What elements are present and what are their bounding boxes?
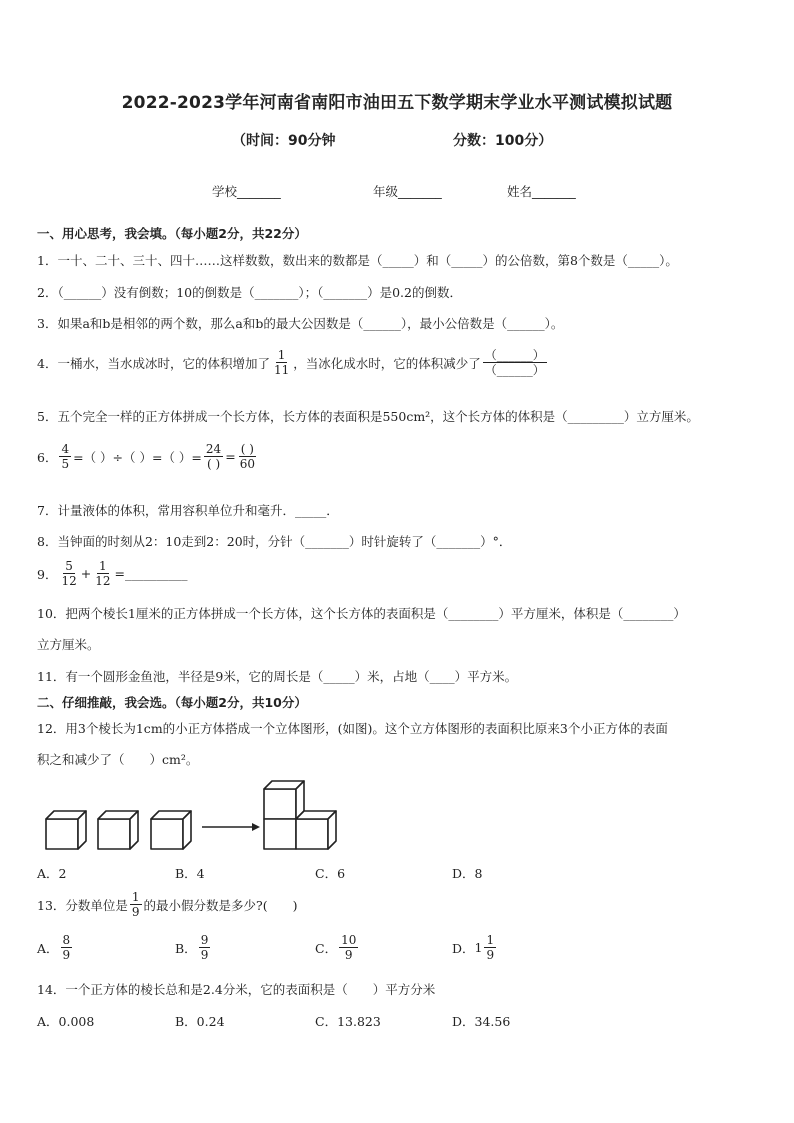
q13-c-num: 10 (341, 933, 357, 947)
q13-b-label: B． (175, 940, 197, 956)
q13-text-a: 13．分数单位是 (37, 897, 128, 913)
q9-f1-den: 12 (61, 574, 77, 588)
q13-den: 9 (131, 905, 140, 919)
cubes-diagram (40, 775, 350, 855)
q9-plus: + (80, 566, 92, 581)
question-12-line-1: 12．用3个棱长为1cm的小正方体搭成一个立体图形，(如图)。这个立方体图形的表面积比原来3个小正方体的表面 (37, 721, 668, 736)
q13-option-c[interactable] (315, 933, 360, 962)
q9-answer: =__________ (114, 566, 188, 581)
q13-b-den: 9 (200, 948, 209, 962)
question-14: 14．一个正方体的棱长总和是2.4分米，它的表面积是（ ）平方分米 (37, 982, 436, 997)
q9-label: 9． (37, 566, 58, 582)
q13-d-num: 1 (486, 933, 495, 947)
section-2-heading: 二、仔细推敲，我会选。（每小题2分，共10分） (37, 695, 307, 710)
exam-title: 2022-2023学年河南省南阳市油田五下数学期末学业水平测试模拟试题 (121, 93, 673, 113)
q14-option-b[interactable]: B．0.24 (175, 1014, 225, 1029)
q13-d-label: D． (452, 940, 475, 956)
q12-option-d[interactable]: D．8 (452, 866, 483, 881)
q13-b-num: 9 (200, 933, 209, 947)
q14-option-d[interactable]: D．34.56 (452, 1014, 511, 1029)
q14-option-a[interactable]: A．0.008 (37, 1014, 95, 1029)
question-13 (37, 890, 298, 919)
name-field: 姓名_______ (507, 184, 576, 199)
question-1: 1．一十、二十、三十、四十……这样数数，数出来的数都是（_____）和（_____）的公倍数，第8个数是（_____）。 (37, 253, 678, 268)
exam-score: 分数：100分） (453, 133, 553, 149)
question-11: 11．有一个圆形金鱼池，半径是9米，它的周长是（_____）米，占地（____）平方米。 (37, 669, 518, 684)
q13-a-den: 9 (62, 948, 71, 962)
question-6 (37, 442, 259, 471)
arrow-icon (202, 823, 260, 831)
q13-b-fraction (199, 933, 211, 962)
q13-c-label: C． (315, 940, 338, 956)
q6-fraction-3 (238, 442, 257, 471)
q13-d-fraction (484, 933, 496, 962)
q6-fraction-1 (59, 442, 71, 471)
q12-option-a[interactable]: A．2 (37, 866, 67, 881)
q6-middle: =（ ）÷（ ）=（ ）= (73, 449, 202, 465)
q6-equals: = (225, 449, 236, 464)
q9-fraction-1 (59, 559, 78, 588)
q4-text-a: 4．一桶水，当水成冰时，它的体积增加了 (37, 355, 270, 371)
q6-f2-den: ( ) (206, 457, 221, 471)
q13-a-label: A． (37, 940, 59, 956)
question-7: 7．计量液体的体积，常用容积单位升和毫升．_____． (37, 503, 339, 518)
q4-answer-den: （______） (484, 363, 545, 377)
q6-f3-num: ( ) (240, 442, 254, 456)
q13-c-fraction (339, 933, 358, 962)
cube-1 (46, 811, 86, 849)
q6-f3-den: 60 (239, 457, 255, 471)
q4-fraction (272, 348, 291, 377)
q4-fraction-den: 11 (273, 363, 290, 377)
q13-num: 1 (131, 890, 140, 904)
q4-answer-num: （______） (484, 348, 545, 362)
q6-label: 6． (37, 449, 58, 465)
q4-text-b: ，当冰化成水时，它的体积减少了 (293, 355, 481, 371)
section-1-heading: 一、用心思考，我会填。（每小题2分，共22分） (37, 226, 307, 241)
grade-field: 年级_______ (373, 184, 442, 199)
q13-option-b[interactable] (175, 933, 212, 962)
q14-option-c[interactable]: C．13.823 (315, 1014, 381, 1029)
q6-f1-den: 5 (61, 457, 70, 471)
school-field: 学校_______ (212, 184, 281, 199)
q9-f2-den: 12 (95, 574, 111, 588)
question-3: 3．如果a和b是相邻的两个数，那么a和b的最大公因数是（______），最小公倍数是（______）。 (37, 316, 564, 331)
question-10-line-2: 立方厘米。 (37, 637, 100, 652)
q13-d-whole: 1 (474, 940, 483, 955)
q13-c-den: 9 (344, 948, 353, 962)
q9-fraction-2 (93, 559, 112, 588)
q13-text-b: 的最小假分数是多少?( ) (143, 897, 298, 913)
question-9 (37, 559, 187, 588)
question-12-line-2: 积之和减少了（ ）cm²。 (37, 752, 199, 767)
stacked-cubes (264, 781, 336, 849)
q13-a-fraction (61, 933, 73, 962)
q6-f1-num: 4 (61, 442, 70, 456)
q4-answer-fraction (483, 348, 547, 377)
q9-f1-num: 5 (65, 559, 73, 573)
q13-d-den: 9 (486, 948, 495, 962)
cube-3 (151, 811, 191, 849)
q6-fraction-2 (204, 442, 223, 471)
q12-option-c[interactable]: C．6 (315, 866, 346, 881)
q4-fraction-num: 1 (277, 348, 286, 362)
question-5: 5．五个完全一样的正方体拼成一个长方体，长方体的表面积是550cm²，这个长方体的体积是（_________）立方厘米。 (37, 409, 699, 424)
q13-option-a[interactable] (37, 933, 74, 962)
q9-f2-num: 1 (99, 559, 107, 573)
question-2: 2．（______）没有倒数；10的倒数是（_______）；（_______）是0.2的倒数． (37, 285, 462, 300)
q6-f2-num: 24 (205, 442, 222, 456)
exam-time: （时间：90分钟 (232, 133, 336, 149)
cube-2 (98, 811, 138, 849)
q13-option-d[interactable] (452, 933, 498, 962)
question-4 (37, 348, 549, 377)
q13-fraction (130, 890, 142, 919)
question-10-line-1: 10．把两个棱长1厘米的正方体拼成一个长方体，这个长方体的表面积是（________）平方厘米，体积是（________） (37, 606, 686, 621)
q13-a-num: 8 (62, 933, 71, 947)
q12-option-b[interactable]: B．4 (175, 866, 205, 881)
question-8: 8．当钟面的时刻从2：10走到2：20时，分针（_______）时针旋转了（_______）°． (37, 534, 512, 549)
